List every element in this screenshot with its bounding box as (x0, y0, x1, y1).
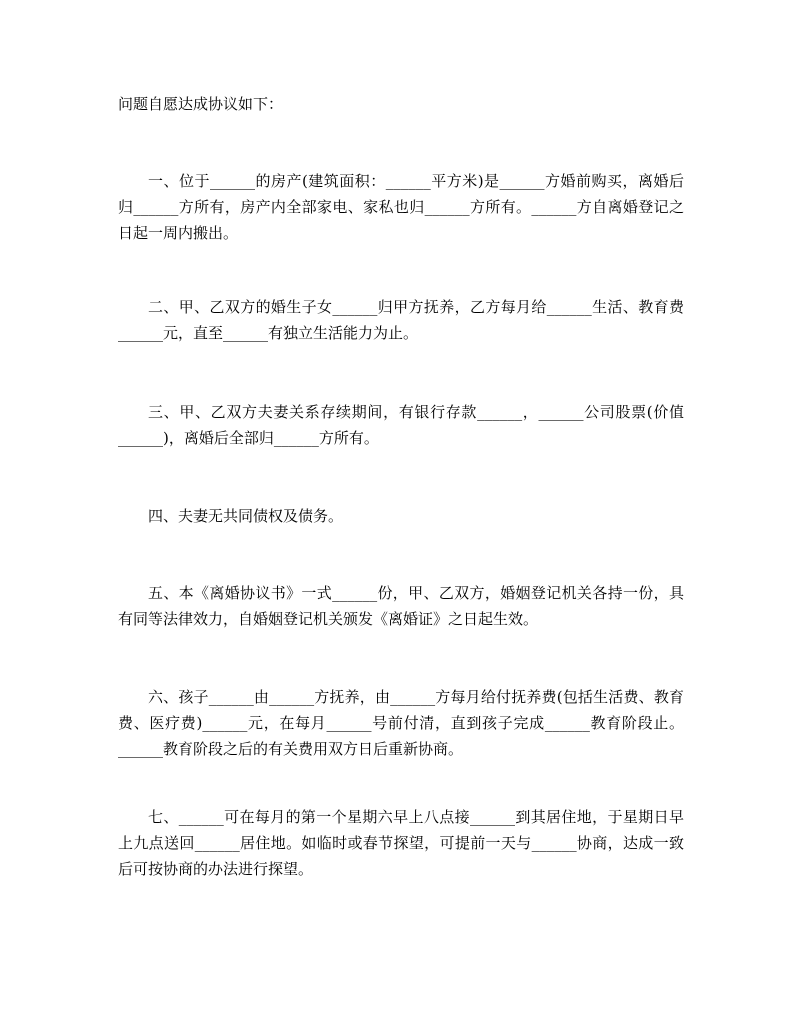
clause-2-child-custody: 二、甲、乙双方的婚生子女______归甲方抚养，乙方每月给______生活、教育费______元，直至______有独立生活能力为止。 (118, 298, 684, 342)
clause-1-property: 一、位于______的房产(建筑面积：______平方米)是______方婚前购买，离婚后归______方所有，房产内全部家电、家私也归______方所有。______方自离婚登记之日起一周内搬出。 (118, 172, 684, 242)
clause-4-debts: 四、夫妻无共同债权及债务。 (148, 507, 344, 525)
clause-6-child-support: 六、孩子______由______方抚养，由______方每月给付抚养费(包括生活费、教育费、医疗费)______元，在每月______号前付清，直到孩子完成______教育阶段止。______教育阶段之后的有关费用双方日后重新协商。 (118, 688, 684, 758)
clause-5-copies-validity: 五、本《离婚协议书》一式______份，甲、乙双方，婚姻登记机关各持一份，具有同等法律效力，自婚姻登记机关颁发《离婚证》之日起生效。 (118, 584, 684, 628)
intro-line: 问题自愿达成协议如下： (118, 95, 284, 113)
clause-7-visitation: 七、______可在每月的第一个星期六早上八点接______到其居住地，于星期日早上九点送回______居住地。如临时或春节探望，可提前一天与______协商，达成一致后可按协商的办法进行探望。 (118, 808, 684, 878)
clause-3-savings-stocks: 三、甲、乙双方夫妻关系存续期间，有银行存款______，______公司股票(价值______)，离婚后全部归______方所有。 (118, 403, 684, 447)
